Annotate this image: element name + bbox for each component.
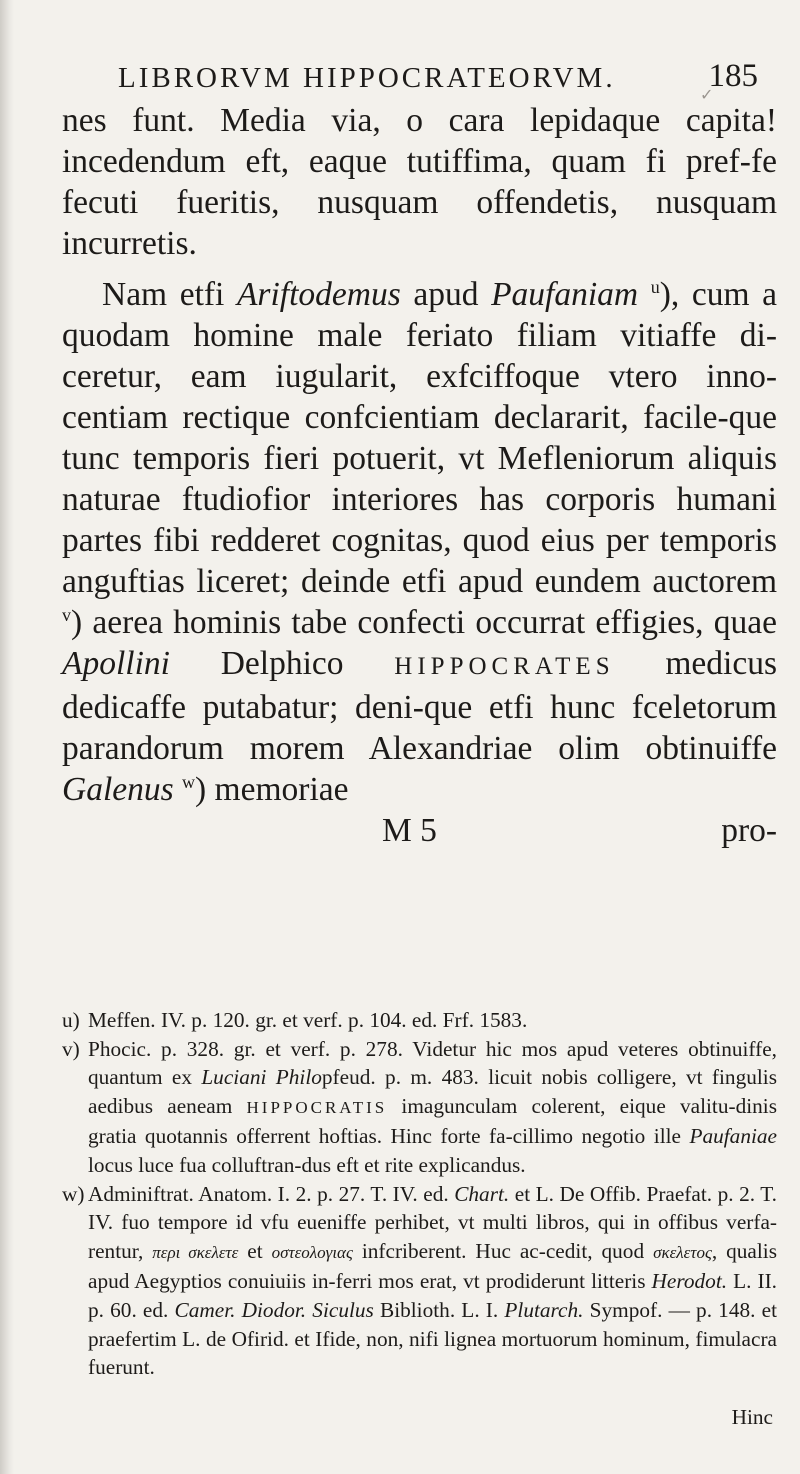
page-binding-shadow (0, 0, 14, 1474)
name-apollini: Apollini (62, 645, 170, 682)
name-hippocrates: HIPPOCRATES (394, 653, 615, 680)
signature-line (62, 810, 777, 851)
footnote-ref-u[interactable]: u (650, 276, 660, 297)
signature-mark: M 5 (382, 812, 437, 849)
main-text (62, 100, 777, 851)
paragraph-1: nes funt. Media via, o cara lepidaque capita! incedendum eft, eaque tutiffima, quam fi pref-fe fecuti fueritis, nusquam offendetis, nusquam incurretis. (62, 102, 777, 262)
name-pausanias: Paufaniam (491, 276, 639, 313)
footnote-w: w) Adminiftrat. Anatom. I. 2. p. 27. T. IV. ed. Chart. et L. De Offib. Praefat. p. 2. T. IV. fuo tempore id vfu eueniffe perhibet, vt multi libros, qui in offibus verfa-rentur, περι σκελετε et οστεολογιας infcriberent. Huc ac-cedit, quod σκελετος, qualis apud Aegyptios conuiuiis in-ferri mos erat, vt prodiderunt litteris Herodot. L. II. p. 60. ed. Camer. Diodor. Siculus Biblioth. L. I. Plutarch. Sympof. — p. 148. et praefertim L. de Ofirid. et Ifide, non, nifi lignea mortuorum hominum, fimulacra fuerunt. (62, 1181, 777, 1380)
printer-mark: ✓ (700, 85, 714, 104)
paragraph-2: Nam etfi Ariftodemus apud Paufaniam $^u$), cum a quodam homine male feriato filiam vitiaffe di-ceretur, eam iugularit, exfciffoque vtero inno-centiam rectique confcientiam declararit, facile-que tunc temporis fieri potuerit, vt Mefleniorum aliquis naturae ftudiofior interiores has corporis humani partes fibi redderet cognitas, quod eius per temporis anguftias liceret; deinde etfi apud eundem auctorem $^v$) aerea hominis tabe confecti occurrat effigies, quae Apollini Delphico HIPPOCRATES medicus dedicaffe putabatur; deni-que etfi hunc fceletorum parandorum morem Alexandriae olim obtinuiffe Galenus $^w$) memoriae (62, 276, 778, 808)
catchword: pro- (721, 812, 777, 849)
name-galenus: Galenus (62, 771, 174, 808)
page-number: 185 (708, 58, 758, 94)
footnotes (62, 1006, 777, 1453)
running-title: LIBRORVM HIPPOCRATEORVM. (118, 62, 616, 94)
footnote-ref-v[interactable]: v (62, 604, 71, 625)
running-header (118, 58, 758, 95)
notes-catchword: Hinc (731, 1405, 773, 1430)
footnote-v: v) Phocic. p. 328. gr. et verf. p. 278. Videtur hic mos apud veteres obtinuiffe, quantum ex Luciani Philopfeud. p. m. 483. licuit nobis colligere, vt fingulis aedibus aeneam HIPPOCRATIS imagunculam colerent, eique valitu-dinis gratia quotannis offerrent hoftias. Hinc forte fa-cillimo negotio ille Paufaniae locus luce fua colluftran-dus eft et rite explicandus. (62, 1036, 777, 1177)
footnote-ref-w[interactable]: w (182, 771, 196, 792)
footnote-u: u) Meffen. IV. p. 120. gr. et verf. p. 104. ed. Frf. 1583. (62, 1008, 528, 1032)
name-aristodemus: Ariftodemus (236, 276, 401, 313)
